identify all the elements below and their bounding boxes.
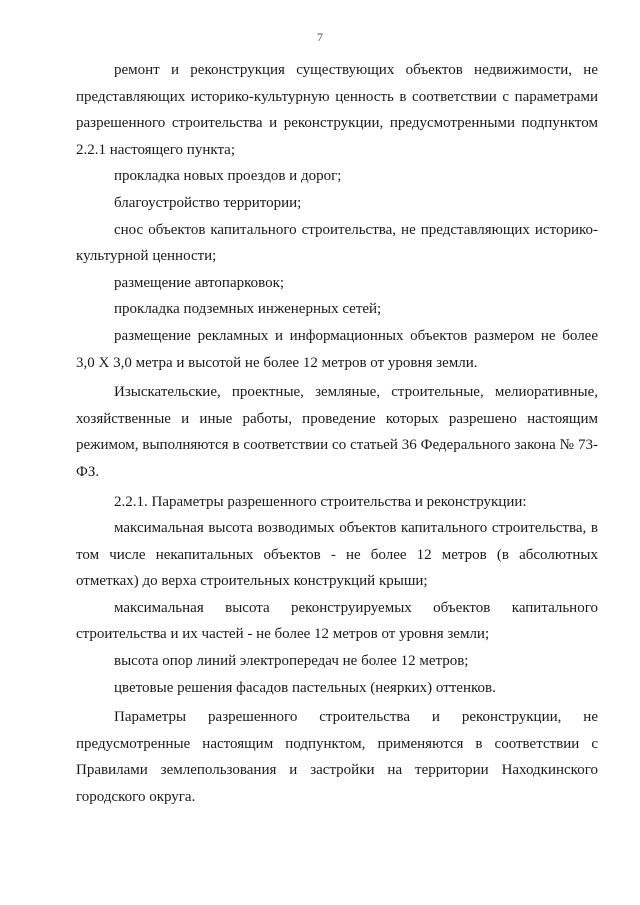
paragraph-works: Изыскательские, проектные, земляные, строительные, мелиоративные, хозяйственные и иные работы, проведение которых разрешено настоящим режимом, выполняются в соответствии со статьей 36 Федерального закона № 73-ФЗ.: [76, 384, 598, 480]
page-number: 7: [317, 30, 323, 44]
paragraph-other-parameters: Параметры разрешенного строительства и реконструкции, не предусмотренные настоящим подпунктом, применяются в соответствии с Правилами землепользования и застройки на территории Находкинского городского округа.: [76, 709, 598, 806]
paragraph-power-lines: высота опор линий электропередач не более 12 метров;: [114, 653, 469, 670]
paragraph-roads: прокладка новых проездов и дорог;: [114, 168, 342, 185]
paragraph-demolition: снос объектов капитального строительства, не представляющих историко-культурной ценности;: [76, 221, 598, 265]
paragraph-landscaping: благоустройство территории;: [114, 194, 302, 211]
paragraph-max-height-reconstructed: максимальная высота реконструируемых объектов капитального строительства и их частей - не более 12 метров от уровня земли;: [76, 599, 598, 643]
paragraph-max-height-new: максимальная высота возводимых объектов капитального строительства, в том числе некапитальных объектов - не более 12 метров (в абсолютных отметках) до верха строительных конструкций крыши;: [76, 520, 598, 590]
document-body: [76, 57, 598, 811]
paragraph-facade-colors: цветовые решения фасадов пастельных (неярких) оттенков.: [114, 679, 496, 696]
paragraph-parking: размещение автопарковок;: [114, 274, 285, 291]
paragraph-repair: ремонт и реконструкция существующих объектов недвижимости, не представляющих историко-культурную ценность в соответствии с параметрами разрешенного строительства и реконструкции, предусмотренными подпунктом 2.2.1 настоящего пункта;: [76, 62, 598, 158]
paragraph-section-heading: 2.2.1. Параметры разрешенного строительства и реконструкции:: [114, 493, 527, 510]
paragraph-advertising: размещение рекламных и информационных объектов размером не более 3,0 Х 3,0 метра и высотой не более 12 метров от уровня земли.: [76, 327, 598, 371]
paragraph-utilities: прокладка подземных инженерных сетей;: [114, 301, 382, 318]
